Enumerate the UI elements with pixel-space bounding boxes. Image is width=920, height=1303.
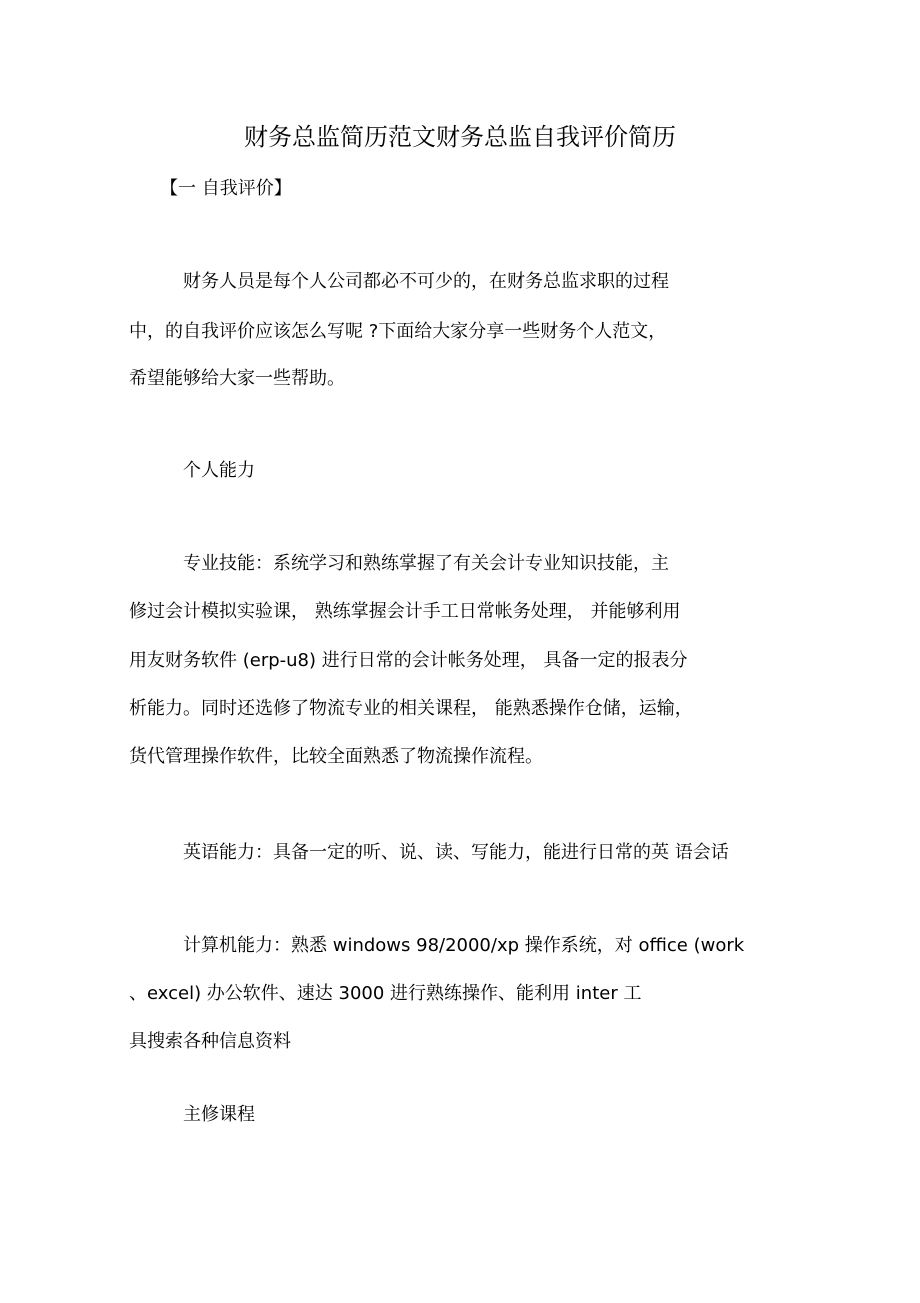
- computer-line-3: 具搜索各种信息资料: [129, 1031, 291, 1052]
- intro-line-2: 中，的自我评价应该怎么写呢 ?下面给大家分享一些财务个人范文，: [129, 321, 667, 342]
- section-heading: 【一 自我评价】: [160, 178, 292, 199]
- intro-line-1: 财务人员是每个人公司都必不可少的，在财务总监求职的过程: [183, 271, 669, 292]
- personal-ability-heading: 个人能力: [183, 460, 255, 481]
- skills-line-4: 析能力。同时还选修了物流专业的相关课程， 能熟悉操作仓储，运输，: [129, 698, 693, 719]
- computer-line-2: 、excel) 办公软件、速达 3000 进行熟练操作、能利用 inter 工: [129, 983, 642, 1004]
- skills-line-1: 专业技能：系统学习和熟练掌握了有关会计专业知识技能，主: [183, 553, 669, 574]
- intro-line-3: 希望能够给大家一些帮助。: [129, 368, 345, 389]
- skills-line-2: 修过会计模拟实验课， 熟练掌握会计手工日常帐务处理， 并能够利用: [129, 601, 681, 622]
- document-title: 财务总监简历范文财务总监自我评价简历: [244, 123, 676, 151]
- main-courses-heading: 主修课程: [183, 1104, 255, 1125]
- skills-line-5: 货代管理操作软件，比较全面熟悉了物流操作流程。: [129, 746, 543, 767]
- computer-line-1: 计算机能力：熟悉 windows 98/2000/xp 操作系统，对 office (work: [183, 935, 745, 956]
- english-ability: 英语能力：具备一定的听、说、读、写能力，能进行日常的英 语会话: [183, 842, 729, 863]
- skills-line-3: 用友财务软件 (erp-u8) 进行日常的会计帐务处理， 具备一定的报表分: [129, 650, 688, 671]
